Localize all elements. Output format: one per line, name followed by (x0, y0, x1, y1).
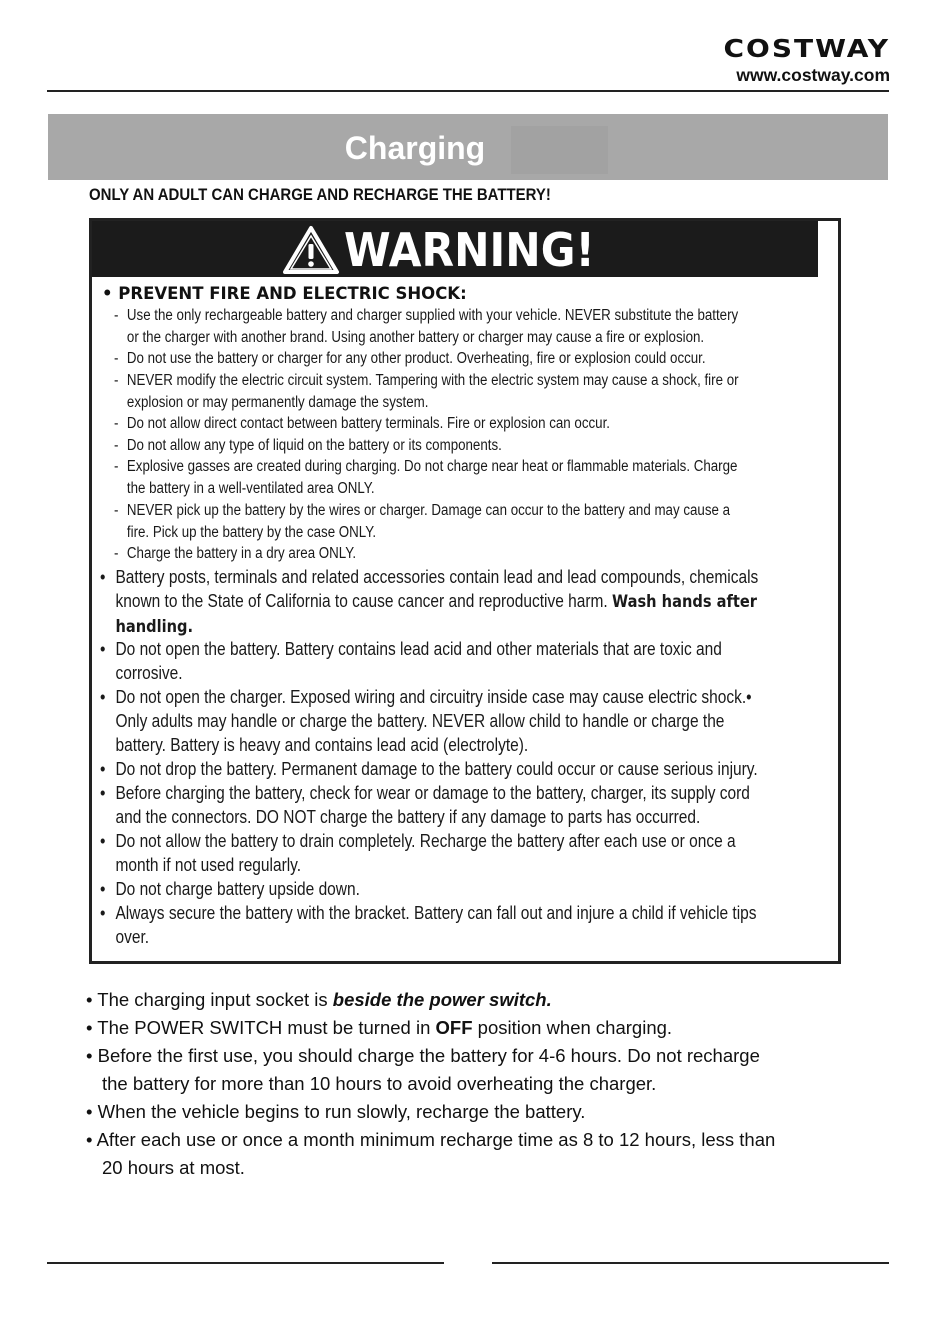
list-item: - Do not use the battery or charger for any other product. Overheating, fire or explosion could occur. (114, 350, 706, 367)
list-item-text: Charge the battery in a dry area ONLY. (126, 545, 357, 562)
list-item: - Do not allow direct contact between battery terminals. Fire or explosion can occur. (114, 415, 610, 432)
list-item-text: known to the State of California to cause cancer and reproductive harm. (115, 591, 608, 611)
list-item-text: explosion or may permanently damage the system. (126, 393, 429, 411)
note-first-charge-cont: the battery for more than 10 hours to avoid overheating the charger. (102, 1073, 657, 1094)
list-item: • Do not open the battery. Battery contains lead acid and other materials that are toxic and corrosive. (100, 639, 722, 683)
warning-box (89, 218, 841, 964)
list-item: • Do not allow the battery to drain completely. Recharge the battery after each use or once a month if not used regularly. (100, 831, 736, 875)
list-item-text: Do not open the charger. Exposed wiring and circuitry inside case may cause electric shock.• (115, 687, 752, 707)
header-divider (47, 90, 889, 92)
socket-location-emphasis: beside the power switch. (332, 989, 552, 1010)
warning-header (92, 221, 818, 277)
adult-only-notice: ONLY AN ADULT CAN CHARGE AND RECHARGE THE BATTERY! (89, 185, 551, 204)
list-item-text: Only adults may handle or charge the battery. NEVER allow child to handle or charge the (115, 711, 725, 731)
warning-triangle-icon (282, 225, 340, 275)
brand-url: www.costway.com (736, 65, 890, 85)
list-item-text: Do not use the battery or charger for any other product. Overheating, fire or explosion could occur. (126, 350, 706, 367)
list-item-text: Use the only rechargeable battery and charger supplied with your vehicle. NEVER substitute the battery (126, 307, 739, 324)
note-recharge-time: • After each use or once a month minimum recharge time as 8 to 12 hours, less than (86, 1129, 776, 1150)
list-item-text: or the charger with another brand. Using another battery or charger may cause a fire or explosion. (126, 328, 705, 346)
list-item-text: NEVER pick up the battery by the wires or charger. Damage can occur to the battery and may cause a (126, 502, 731, 519)
prevent-heading: • PREVENT FIRE AND ELECTRIC SHOCK: (102, 284, 467, 303)
note-recharge-time-cont: 20 hours at most. (102, 1157, 245, 1178)
list-item-text: and the connectors. DO NOT charge the battery if any damage to parts has occurred. (115, 807, 701, 827)
warning-heading: WARNING! (344, 223, 595, 277)
list-item-text: battery. Battery is heavy and contains lead acid (electrolyte). (115, 735, 529, 755)
note-slow-vehicle: • When the vehicle begins to run slowly, recharge the battery. (86, 1101, 586, 1122)
wash-hands-warning: Wash hands after (611, 592, 757, 612)
list-item: • Do not charge battery upside down. (100, 879, 360, 899)
list-item: - Do not allow any type of liquid on the battery or its components. (114, 437, 502, 454)
footer-divider-right (492, 1262, 889, 1264)
list-item-text: Do not drop the battery. Permanent damage to the battery could occur or cause serious injury. (115, 759, 758, 779)
list-item-text: Always secure the battery with the bracket. Battery can fall out and injure a child if vehicle tips (115, 903, 757, 923)
list-item-text: corrosive. (115, 663, 183, 683)
list-item: • Do not open the charger. Exposed wiring and circuitry inside case may cause electric shock.• Only adults may handle or charge the battery. NEVER allow child to handle or charge the battery. Battery is heavy and contains lead acid (electrolyte). (100, 687, 752, 755)
wash-hands-warning: handling. (115, 617, 194, 637)
list-item: • Do not drop the battery. Permanent damage to the battery could occur or cause serious injury. (100, 759, 758, 779)
list-item: • Battery posts, terminals and related accessories contain lead and lead compounds, chemicals known to the State of California to cause cancer and reproductive harm. Wash hands after handling. (100, 567, 759, 637)
list-item: • Before charging the battery, check for wear or damage to the battery, charger, its supply cord and the connectors. DO NOT charge the battery if any damage to parts has occurred. (100, 783, 750, 827)
note-first-charge: • Before the first use, you should charge the battery for 4-6 hours. Do not recharge (86, 1045, 760, 1066)
list-item-text: Do not allow direct contact between battery terminals. Fire or explosion can occur. (126, 415, 610, 432)
brand-header (723, 34, 890, 85)
note-power-switch: • The POWER SWITCH must be turned in OFF position when charging. (86, 1017, 673, 1038)
list-item: - Explosive gasses are created during charging. Do not charge near heat or flammable materials. Charge the battery in a well-ventilated area ONLY. (114, 456, 814, 499)
list-item-text: the battery in a well-ventilated area ONLY. (126, 479, 375, 497)
list-item-text: Do not allow the battery to drain completely. Recharge the battery after each use or once a (115, 831, 736, 851)
off-emphasis: OFF (435, 1017, 473, 1038)
list-item: - NEVER modify the electric circuit system. Tampering with the electric system may cause a shock, fire or explosion or may permanently damage the system. (114, 370, 814, 413)
section-banner (48, 114, 888, 180)
list-item-text: Before charging the battery, check for wear or damage to the battery, charger, its supply cord (115, 783, 750, 803)
footer-divider-left (47, 1262, 444, 1264)
list-item-text: Do not allow any type of liquid on the battery or its components. (126, 437, 502, 454)
list-item: - Charge the battery in a dry area ONLY. (114, 545, 357, 562)
list-item: • Always secure the battery with the bracket. Battery can fall out and injure a child if vehicle tips over. (100, 903, 757, 947)
charging-notes (86, 986, 886, 1182)
list-item-text: fire. Pick up the battery by the case ONLY. (126, 523, 377, 541)
list-item-text: Explosive gasses are created during charging. Do not charge near heat or flammable materials. Charge (126, 458, 738, 475)
list-item-text: NEVER modify the electric circuit system. Tampering with the electric system may cause a shock, fire or (126, 372, 739, 389)
list-item-text: over. (115, 927, 150, 947)
list-item-text: Do not charge battery upside down. (115, 879, 360, 899)
page-title: Charging (344, 130, 486, 166)
list-item-text: Do not open the battery. Battery contains lead acid and other materials that are toxic and (115, 639, 722, 659)
list-item-text: month if not used regularly. (115, 855, 302, 875)
brand-logo: COSTWAY (723, 33, 890, 64)
list-item-text: Battery posts, terminals and related accessories contain lead and lead compounds, chemicals (115, 567, 759, 587)
note-socket-location: • The charging input socket is beside the power switch. (86, 989, 552, 1010)
list-item: - NEVER pick up the battery by the wires or charger. Damage can occur to the battery and may cause a fire. Pick up the battery by the case ONLY. (114, 500, 814, 543)
list-item: - Use the only rechargeable battery and charger supplied with your vehicle. NEVER substitute the battery or the charger with another brand. Using another battery or charger may cause a fire or explosion. (114, 305, 814, 348)
